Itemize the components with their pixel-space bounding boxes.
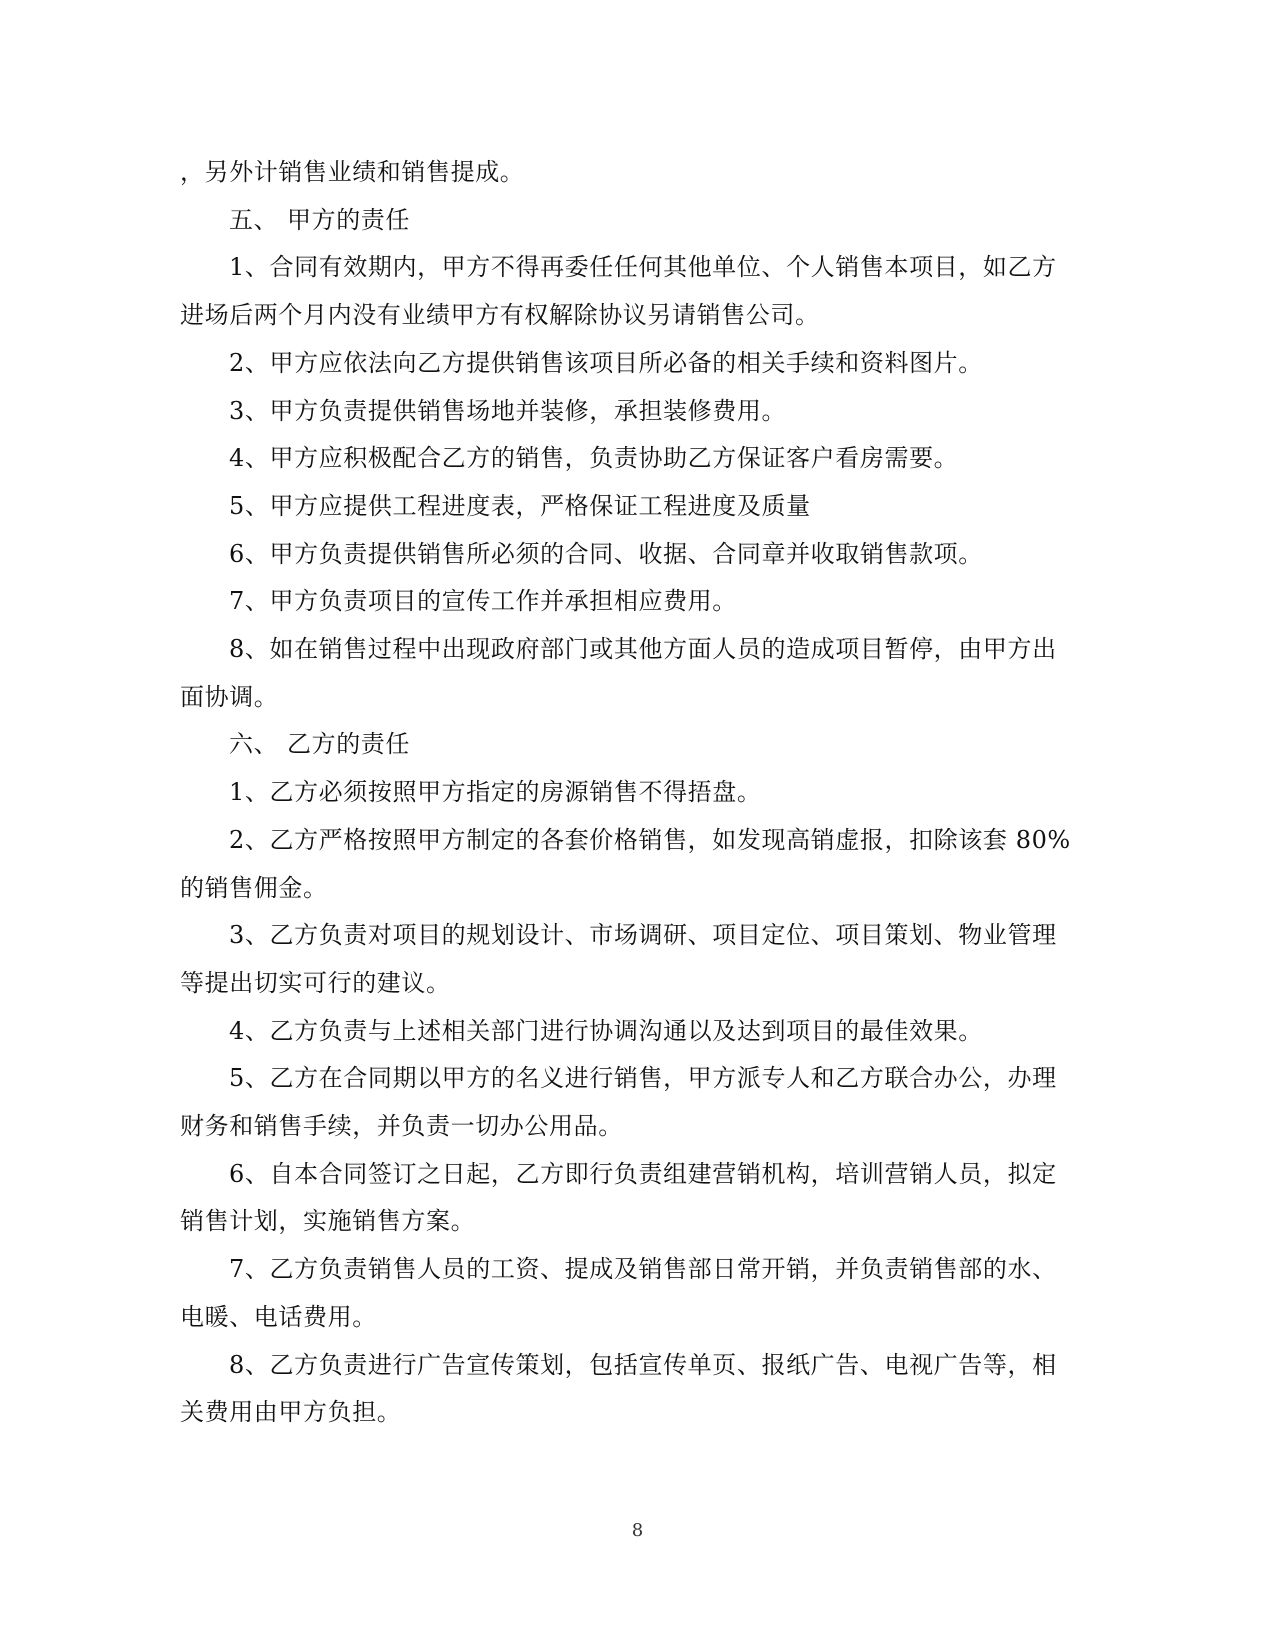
- text-line: 1、合同有效期内，甲方不得再委任任何其他单位、个人销售本项目，如乙方: [229, 253, 1057, 282]
- text-line: 8、乙方负责进行广告宣传策划，包括宣传单页、报纸广告、电视广告等，相: [229, 1350, 1057, 1379]
- section-number: 六、: [229, 730, 279, 759]
- text-line: 关费用由甲方负担。: [180, 1398, 402, 1427]
- text-line: 5、乙方在合同期以甲方的名义进行销售，甲方派专人和乙方联合办公，办理: [229, 1064, 1057, 1093]
- text-line: 5、甲方应提供工程进度表，严格保证工程进度及质量: [229, 491, 811, 520]
- text-line: 3、甲方负责提供销售场地并装修，承担装修费用。: [229, 396, 787, 425]
- document-body: [180, 149, 1080, 1437]
- section-number: 五、: [229, 205, 279, 234]
- text-line: 2、甲方应依法向乙方提供销售该项目所必备的相关手续和资料图片。: [229, 348, 983, 377]
- text-line: 3、乙方负责对项目的规划设计、市场调研、项目定位、项目策划、物业管理: [229, 921, 1057, 950]
- text-line: 7、乙方负责销售人员的工资、提成及销售部日常开销，并负责销售部的水、: [229, 1255, 1057, 1284]
- text-line: 电暖、电话费用。: [180, 1302, 377, 1331]
- text-line: 面协调。: [180, 682, 279, 711]
- text-line: 等提出切实可行的建议。: [180, 968, 451, 997]
- text-line: 2、乙方严格按照甲方制定的各套价格销售，如发现高销虚报，扣除该套 80%: [229, 825, 1071, 854]
- text-line: 财务和销售手续，并负责一切办公用品。: [180, 1112, 623, 1141]
- page-number: 8: [631, 1520, 644, 1541]
- text-line: 进场后两个月内没有业绩甲方有权解除协议另请销售公司。: [180, 301, 820, 330]
- text-line: 1、乙方必须按照甲方指定的房源销售不得捂盘。: [229, 778, 762, 807]
- text-line: 7、甲方负责项目的宣传工作并承担相应费用。: [229, 587, 737, 616]
- text-line: 6、自本合同签订之日起，乙方即行负责组建营销机构，培训营销人员，拟定: [229, 1159, 1057, 1188]
- section-title: 甲方的责任: [287, 205, 410, 234]
- section-heading-5: [180, 197, 1080, 245]
- text-line: 4、乙方负责与上述相关部门进行协调沟通以及达到项目的最佳效果。: [229, 1016, 983, 1045]
- text-line: 6、甲方负责提供销售所必须的合同、收据、合同章并收取销售款项。: [229, 539, 983, 568]
- text-line: 的销售佣金。: [180, 873, 328, 902]
- section-title: 乙方的责任: [287, 730, 410, 759]
- section-heading-6: [180, 721, 1080, 769]
- text-line: ，另外计销售业绩和销售提成。: [180, 158, 525, 186]
- text-line: 4、甲方应积极配合乙方的销售，负责协助乙方保证客户看房需要。: [229, 444, 959, 473]
- text-line: 销售计划，实施销售方案。: [180, 1207, 476, 1236]
- text-line: 8、如在销售过程中出现政府部门或其他方面人员的造成项目暂停，由甲方出: [229, 635, 1057, 664]
